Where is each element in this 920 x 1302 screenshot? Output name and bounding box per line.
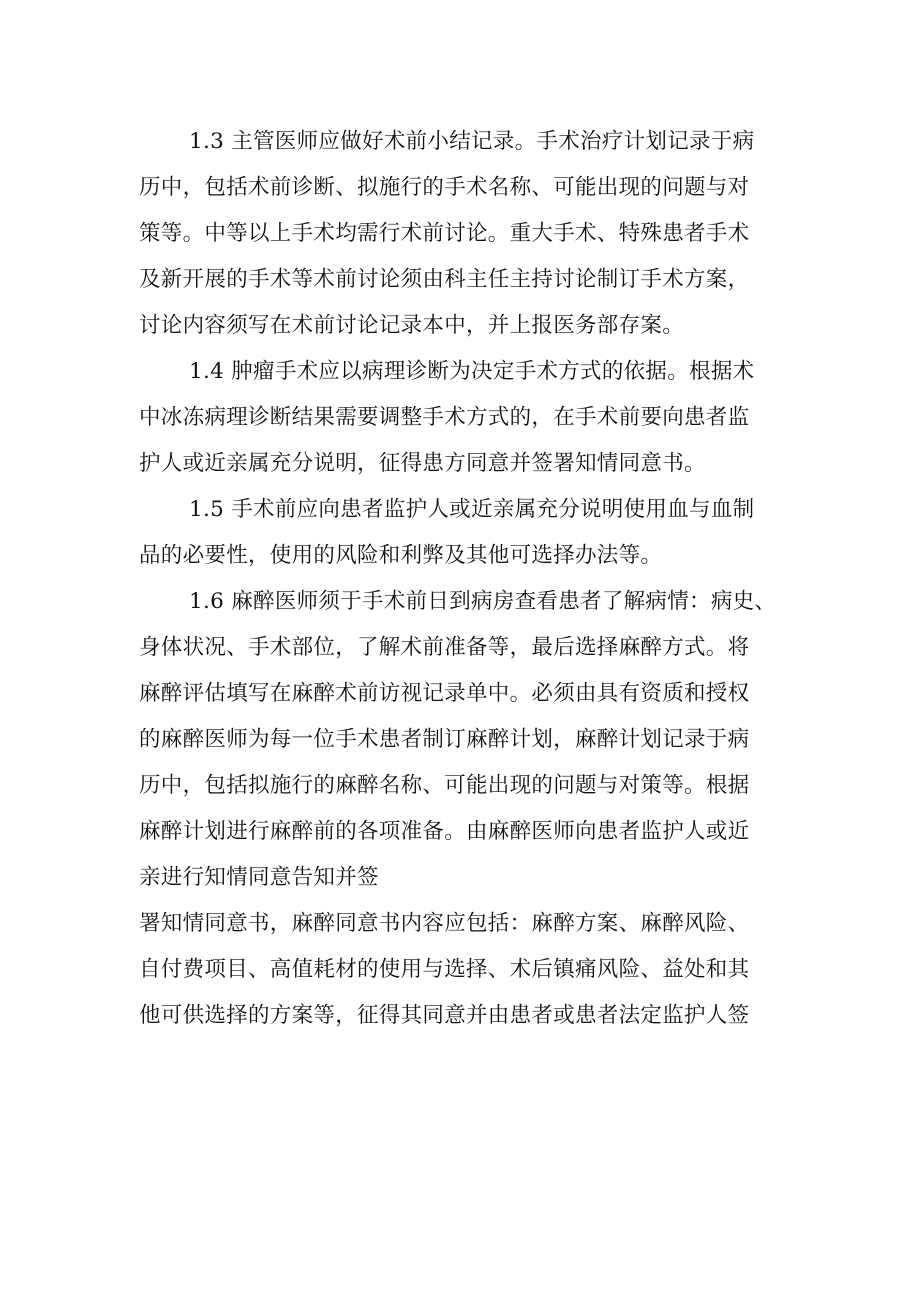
text-line: 讨论内容须写在术前讨论记录本中，并上报医务部存案。	[139, 313, 685, 338]
text-line: 身体状况、手术部位，了解术前准备等，最后选择麻醉方式。将	[139, 635, 750, 660]
text-line: 自付费项目、高值耗材的使用与选择、术后镇痛风险、益处和其	[139, 957, 750, 982]
text-line: 1.5 手术前应向患者监护人或近亲属充分说明使用血与血制	[189, 497, 755, 522]
text-line: 署知情同意书，麻醉同意书内容应包括：麻醉方案、麻醉风险、	[139, 911, 750, 936]
document-body	[139, 119, 799, 1039]
text-line: 护人或近亲属充分说明，征得患方同意并签署知情同意书。	[139, 451, 706, 476]
text-line: 中冰冻病理诊断结果需要调整手术方式的，在手术前要向患者监	[139, 405, 750, 430]
text-line: 麻醉计划进行麻醉前的各项准备。由麻醉医师向患者监护人或近	[139, 819, 750, 844]
text-line: 他可供选择的方案等，征得其同意并由患者或患者法定监护人签	[139, 1003, 750, 1028]
text-line: 1.3 主管医师应做好术前小结记录。手术治疗计划记录于病	[189, 129, 755, 154]
text-line: 的麻醉医师为每一位手术患者制订麻醉计划，麻醉计划记录于病	[139, 727, 750, 752]
text-line: 策等。中等以上手术均需行术前讨论。重大手术、特殊患者手术	[139, 221, 750, 246]
text-line: 麻醉评估填写在麻醉术前访视记录单中。必须由具有资质和授权	[139, 681, 750, 706]
text-line: 亲进行知情同意告知并签	[139, 865, 379, 890]
text-line: 1.4 肿瘤手术应以病理诊断为决定手术方式的依据。根据术	[189, 359, 755, 384]
text-line: 历中，包括术前诊断、拟施行的手术名称、可能出现的问题与对	[139, 175, 750, 200]
text-line: 品的必要性，使用的风险和利弊及其他可选择办法等。	[139, 543, 663, 568]
text-line: 1.6 麻醉医师须于手术前日到病房查看患者了解病情：病史、	[189, 589, 777, 614]
text-line: 历中，包括拟施行的麻醉名称、可能出现的问题与对策等。根据	[139, 773, 750, 798]
text-line: 及新开展的手术等术前讨论须由科主任主持讨论制订手术方案，	[139, 267, 750, 292]
